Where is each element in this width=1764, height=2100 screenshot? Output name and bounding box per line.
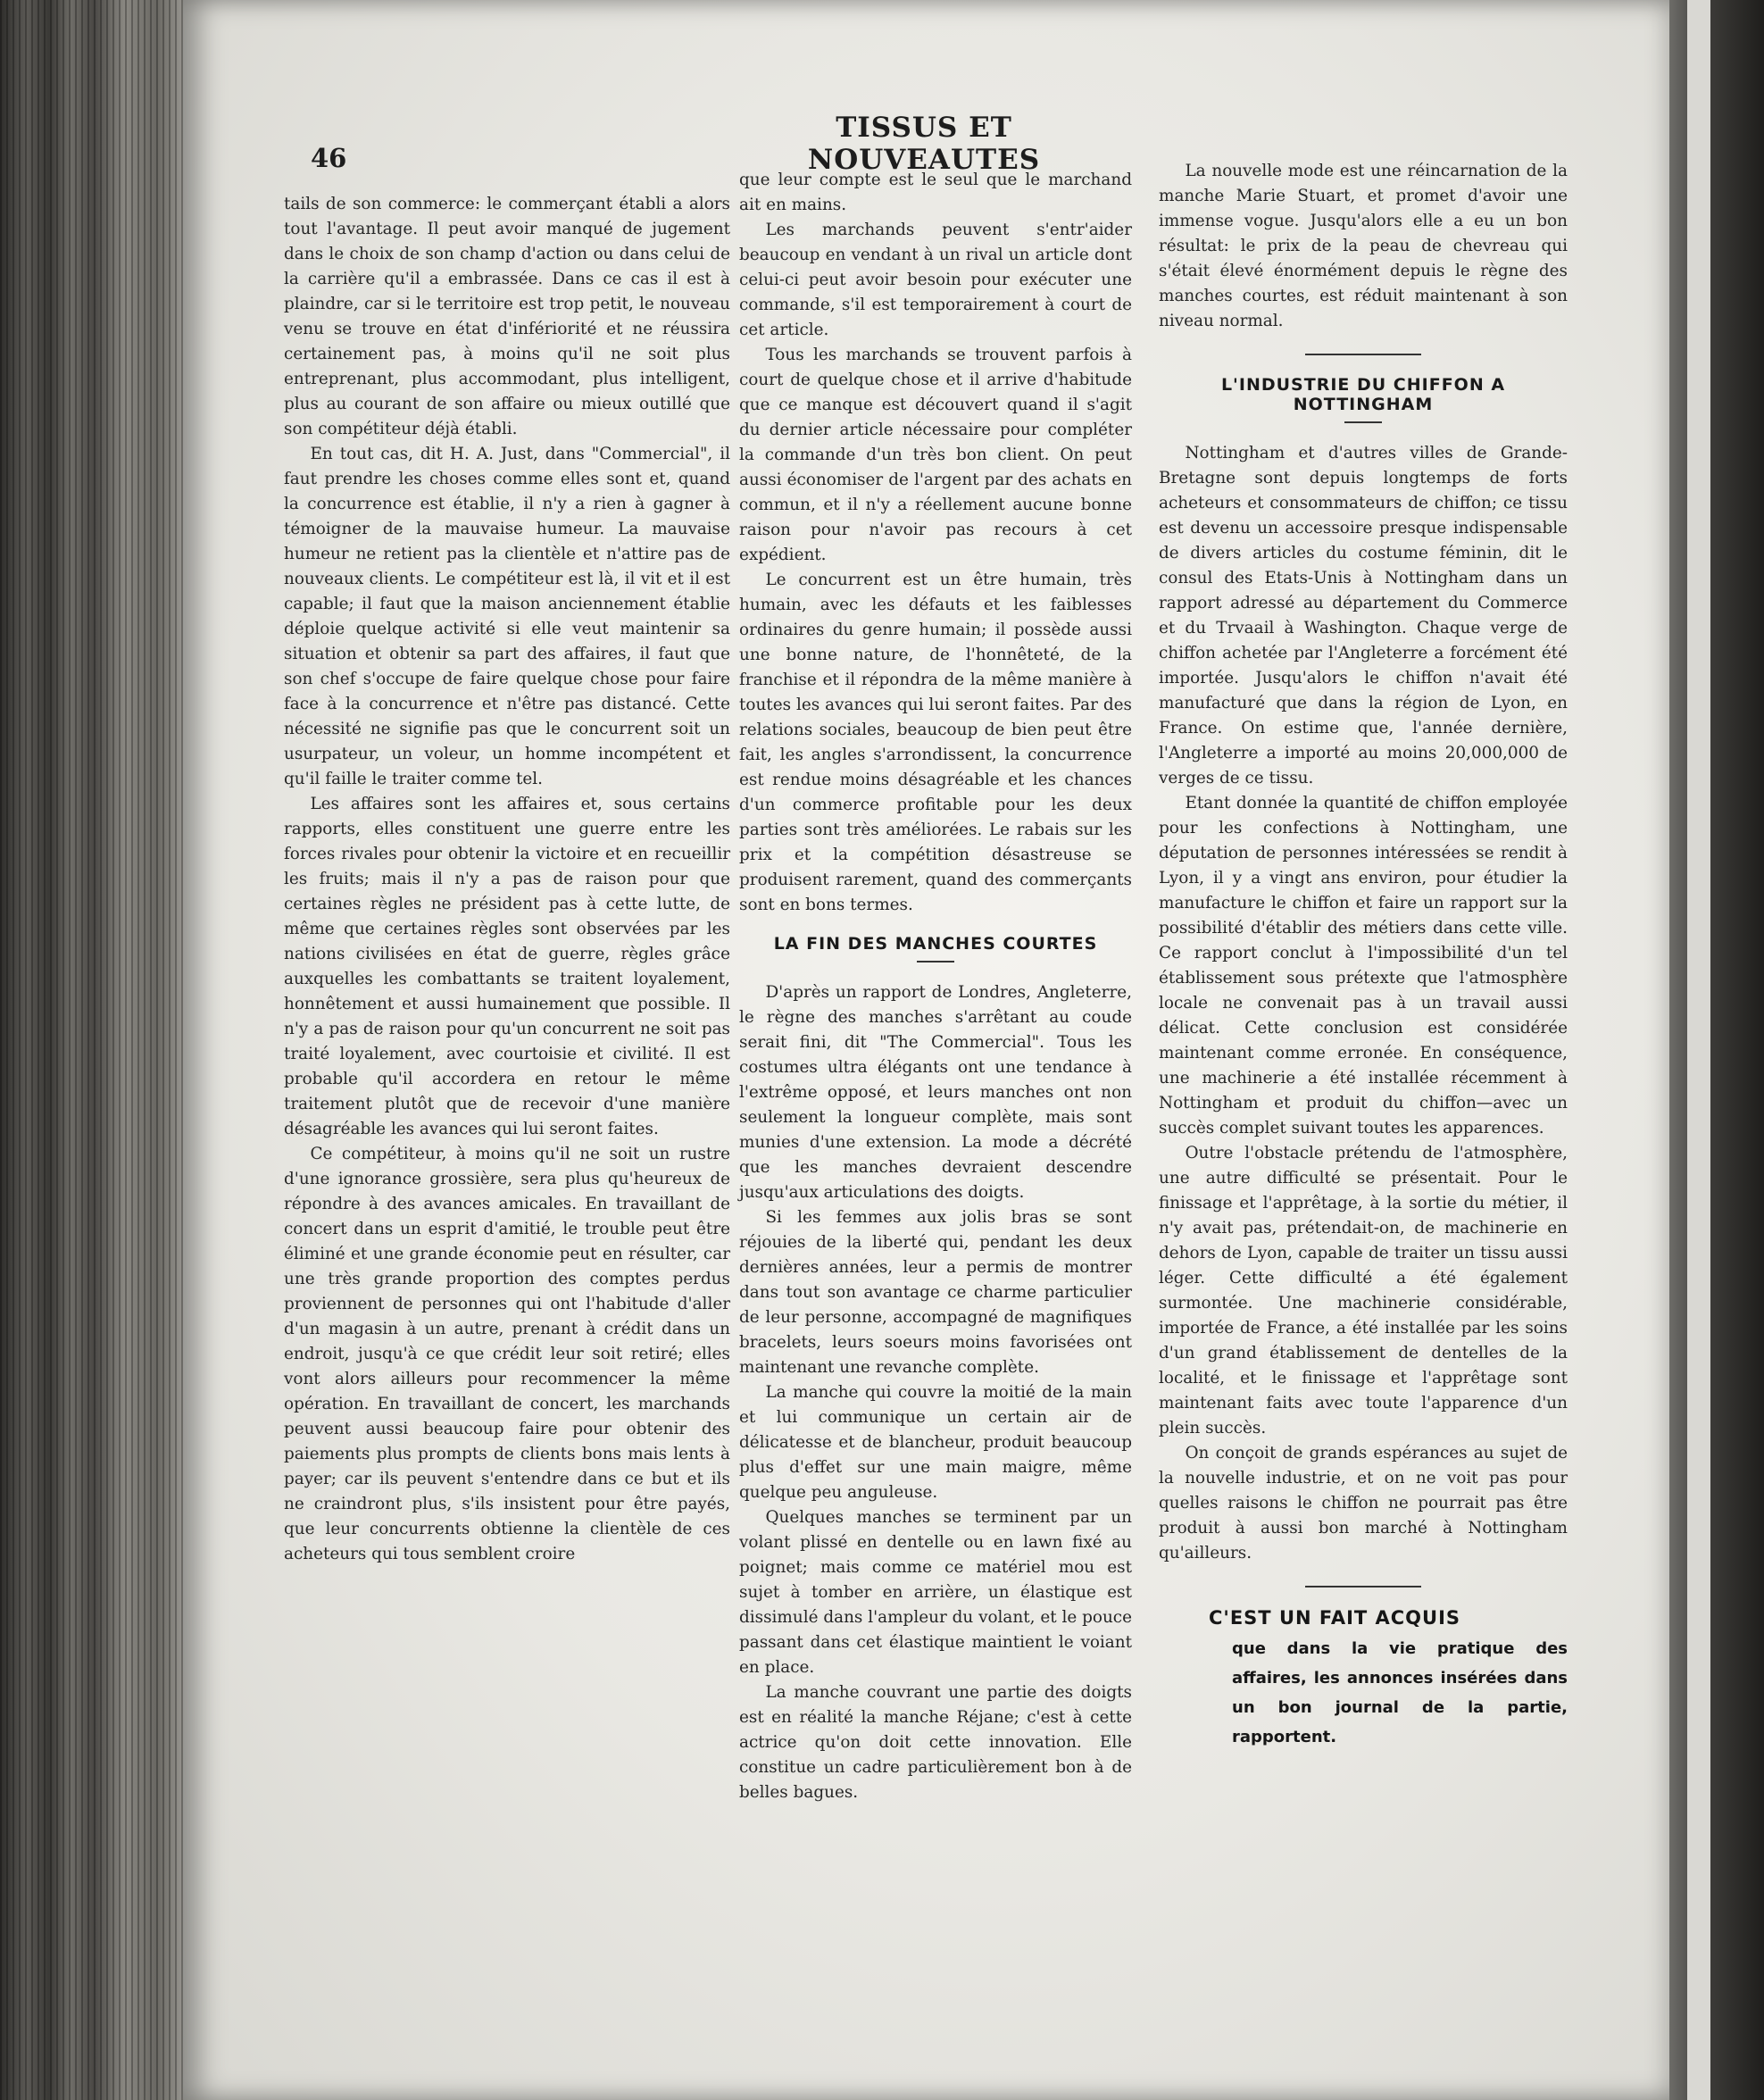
paragraph: D'après un rapport de Londres, Angleterre, le règne des manches s'arrêtant au coude serait fini, dit "The Commercial". Tous les costumes ultra élégants ont une tendance à l'extrême opposé, et leurs manches ont non seulement la longueur complète, mais sont munies d'une extension. La mode a décrété que les manches devraient descendre jusqu'aux articulations des doigts.: [739, 983, 1132, 1202]
heading-rule: [917, 961, 954, 962]
paragraph: Quelques manches se terminent par un volant plissé en dentelle ou en lawn fixé au poignet; mais comme ce matériel mou est sujet à tomber en arrière, un élastique est dissimulé dans l'ampleur du volant, et le pouce passant dans cet élastique maintient le voiant en place.: [739, 1508, 1132, 1677]
callout-text: que dans la vie pratique des affaires, les annonces insérées dans un bon journal de la partie, rapportent.: [1232, 1639, 1568, 1746]
heading-rule: [1344, 421, 1382, 423]
paragraph: Nottingham et d'autres villes de Grande-Bretagne sont depuis longtemps de forts acheteurs et consommateurs de chiffon; ce tissu est devenu un accessoire presque indispensable de divers articles du costume féminin, dit le consul des Etats-Unis à Nottingham dans un rapport adressé au département du Commerce et du Trvaail à Washington. Chaque verge de chiffon achetée par l'Angleterre a forcément été importée. Jusqu'alors le chiffon n'avait été manufacturé que dans la région de Lyon, en France. On estime que, l'année dernière, l'Angleterre a importé au moins 20,000,000 de verges de ce tissu.: [1159, 444, 1568, 788]
paragraph: On conçoit de grands espérances au sujet de la nouvelle industrie, et on ne voit pas pour quelles raisons le chiffon ne pourrait pas être produit à aussi bon marché à Nottingham qu'ailleurs.: [1159, 1444, 1568, 1562]
article-separator: [1305, 1586, 1421, 1588]
article-separator: [1305, 354, 1421, 355]
column-3: [1159, 159, 1568, 1752]
paragraph: Si les femmes aux jolis bras se sont réjouies de la liberté qui, pendant les deux dernières années, leur a permis de montrer dans tout son avantage ce charme particulier de leur personne, accompagné de magnifiques bracelets, leurs soeurs moins favorisées ont maintenant une revanche complète.: [739, 1208, 1132, 1377]
column-2: [739, 168, 1132, 1805]
paragraph: Le concurrent est un être humain, très humain, avec les défauts et les faiblesses ordinaires du genre humain; il possède aussi une bonne nature, de l'honnêteté, de la franchise et il répondra de la même manière à toutes les avances qui lui seront faites. Par des relations sociales, beaucoup de bien peut être fait, les angles s'arrondissent, la concurrence est rendue moins désagréable et les chances d'un commerce profitable pour les deux parties sont très améliorées. Le rabais sur les prix et la compétition désastreuse se produisent rarement, quand des commerçants sont en bons termes.: [739, 571, 1132, 914]
book-binding: [0, 0, 187, 2100]
paragraph: Ce compétiteur, à moins qu'il ne soit un rustre d'une ignorance grossière, sera plus qu'heureux de répondre à des avances amicales. En travaillant de concert dans un esprit d'amitié, le trouble peut être éliminé et une grande économie peut en résulter, car une très grande proportion des comptes perdus proviennent de personnes qui ont l'habitude d'aller d'un magasin à un autre, prenant à crédit dans un endroit, jusqu'à ce que crédit leur soit retiré; elles vont alors ailleurs pour recommencer la même opération. En travaillant de concert, les marchands peuvent aussi beaucoup faire pour obtenir des paiements plus prompts de clients bons mais lents à payer; car ils peuvent s'entendre dans ce but et ils ne craindront plus, s'ils insistent pour être payés, que leur concurrents obtienne la clientèle de ces acheteurs qui tous semblent croire: [284, 1145, 730, 1563]
paragraph: tails de son commerce: le commerçant établi a alors tout l'avantage. Il peut avoir manqué de jugement dans le choix de son champ d'action ou dans celui de la carrière qu'il a embrassée. Dans ce cas il est à plaindre, car si le territoire est trop petit, le nouveau venu se trouve en état d'infériorité et ne réussira certainement pas, à moins qu'il ne soit plus entreprenant, plus accommodant, plus intelligent, plus au courant de son affaire ou mieux outillé que son compétiteur déjà établi.: [284, 195, 730, 438]
paragraph: En tout cas, dit H. A. Just, dans "Commercial", il faut prendre les choses comme elles sont et, quand la concurrence est établie, il n'y a rien à gagner à témoigner de la mauvaise humeur. La mauvaise humeur ne retient pas la clientèle et n'attire pas de nouveaux clients. Le compétiteur est là, il vit et il est capable; il faut que la maison anciennement établie déploie quelque activité si elle veut maintenir sa situation et obtenir sa part des affaires, il faut que son chef s'occupe de faire quelque chose pour faire face à la concurrence et n'être pas distancé. Cette nécessité ne signifie pas que le concurrent soit un usurpateur, un voleur, un homme incompétent et qu'il faille le traiter comme tel.: [284, 445, 730, 788]
section-heading: L'INDUSTRIE DU CHIFFON A NOTTINGHAM: [1220, 375, 1506, 414]
page-number: 46: [311, 143, 347, 173]
paragraph: La manche qui couvre la moitié de la main et lui communique un certain air de délicatesse et de blancheur, produit beaucoup plus d'effet sur une main maigre, même quelque peu anguleuse.: [739, 1383, 1132, 1502]
callout-heading: C'EST UN FAIT ACQUIS: [1209, 1607, 1461, 1629]
paragraph: La manche couvrant une partie des doigts est en réalité la manche Réjane; c'est à cette actrice qu'on doit cette innovation. Elle constitue un cadre particulièrement bon à de belles bagues.: [739, 1683, 1132, 1802]
paragraph: que leur compte est le seul que le marchand ait en mains.: [739, 171, 1132, 214]
paragraph: Etant donnée la quantité de chiffon employée pour les confections à Nottingham, une députation de personnes intéressées se rendit à Lyon, il y a vingt ans environ, pour étudier la manufacture le chiffon et faire un rapport sur la possibilité d'établir des métiers dans cette ville. Ce rapport conclut à l'impossibilité d'un tel établissement sous prétexte que l'atmosphère locale ne convenait pas à un travail aussi délicat. Cette conclusion est considérée maintenant comme erronée. En conséquence, une machinerie a été installée récemment à Nottingham et produit du chiffon—avec un succès complet suivant toutes les apparences.: [1159, 794, 1568, 1138]
right-page-edge: [1669, 0, 1764, 2100]
paragraph: Les affaires sont les affaires et, sous certains rapports, elles constituent une guerre entre les forces rivales pour obtenir la victoire et en recueillir les fruits; mais il n'y a pas de raison pour que certaines règles ne président pas à cette lutte, de même que certaines règles sont observées par les nations civilisées en état de guerre, règles grâce auxquelles les combattants se traitent loyalement, honnêtement et aussi humainement que possible. Il n'y a pas de raison pour qu'un concurrent ne soit pas traité loyalement, avec courtoisie et civilité. Il est probable qu'il accordera en retour le même traitement plutôt que de recevoir d'une manière désagréable les avances qui lui seront faites.: [284, 795, 730, 1138]
paragraph: Les marchands peuvent s'entr'aider beaucoup en vendant à un rival un article dont celui-ci peut avoir besoin pour exécuter une commande, s'il est temporairement à court de cet article.: [739, 221, 1132, 339]
running-head: TISSUS ET NOUVEAUTES: [807, 112, 1041, 176]
section-heading: LA FIN DES MANCHES COURTES: [773, 934, 1098, 954]
paragraph: Outre l'obstacle prétendu de l'atmosphère, une autre difficulté se présentait. Pour le finissage et l'apprêtage, à la sortie du métier, il n'y avait pas, prétendait-on, de machinerie en dehors de Lyon, capable de traiter un tissu aussi léger. Cette difficulté a été également surmontée. Une machinerie considérable, importée de France, a été installée par les soins d'un grand établissement de dentelles de la localité, et le finissage et l'apprêtage sont maintenant faits avec toute l'apparence d'un plein succès.: [1159, 1144, 1568, 1438]
paragraph: La nouvelle mode est une réincarnation de la manche Marie Stuart, et promet d'avoir une immense vogue. Jusqu'alors elle a eu un bon résultat: le prix de la peau de chevreau qui s'était élevé énormément depuis le règne des manches courtes, est réduit maintenant à son niveau normal.: [1159, 162, 1568, 330]
paragraph: Tous les marchands se trouvent parfois à court de quelque chose et il arrive d'habitude que ce manque est découvert quand il s'agit du dernier article nécessaire pour compléter la commande d'un très bon client. On peut aussi économiser de l'argent par des achats en commun, et il n'y a réellement aucune bonne raison pour n'avoir pas recours à cet expédient.: [739, 346, 1132, 564]
column-1: [284, 192, 730, 1567]
